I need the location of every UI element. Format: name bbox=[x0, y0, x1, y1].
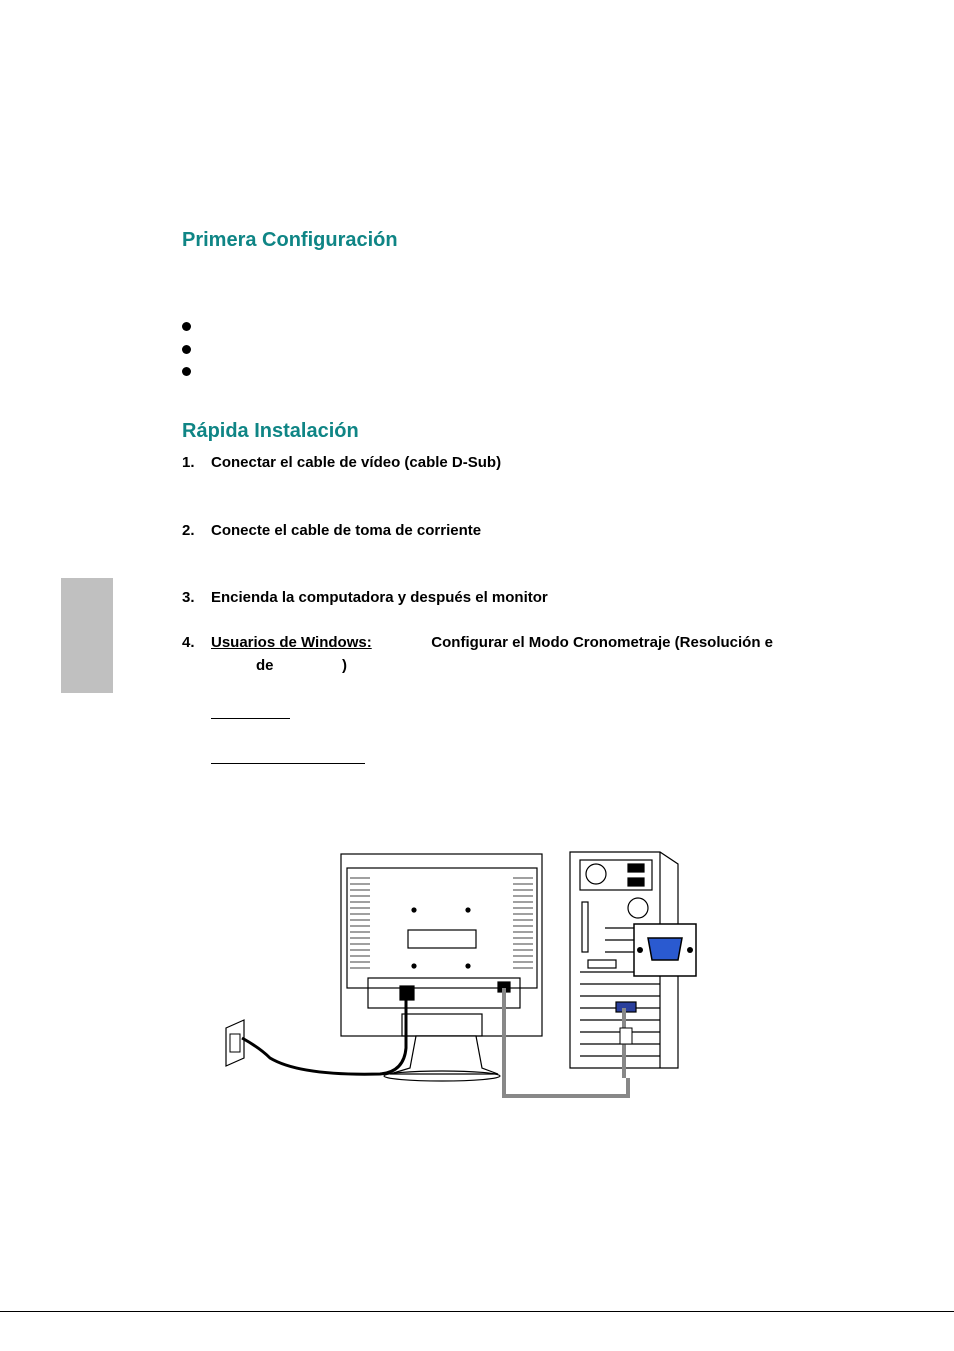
underline-blank bbox=[211, 718, 290, 719]
section-heading-primera: Primera Configuración bbox=[182, 229, 398, 251]
bullet-item bbox=[182, 345, 191, 354]
step-text: Encienda la computadora y después el monitor bbox=[211, 589, 548, 606]
side-tab bbox=[61, 578, 113, 693]
step-4-line bbox=[211, 634, 773, 651]
bullet-item bbox=[182, 367, 191, 376]
step-number: 1. bbox=[182, 454, 195, 471]
underline-blank bbox=[211, 763, 365, 764]
footer-rule bbox=[0, 1311, 954, 1312]
bullet-item bbox=[182, 322, 191, 331]
step-number: 3. bbox=[182, 589, 195, 606]
step-text-continued: ) bbox=[342, 657, 347, 674]
step-text: Conecte el cable de toma de corriente bbox=[211, 522, 482, 539]
section-heading-rapida: Rápida Instalación bbox=[182, 420, 359, 442]
step-number: 2. bbox=[182, 522, 195, 539]
step-text: Conectar el cable de vídeo (cable D-Sub) bbox=[211, 454, 502, 471]
windows-users-label: Usuarios de Windows: bbox=[211, 634, 372, 651]
monitor-pc-connection-illustration bbox=[220, 848, 700, 1103]
step-number: 4. bbox=[182, 634, 195, 651]
step-text: Configurar el Modo Cronometraje (Resolución e bbox=[431, 634, 773, 651]
step-text-continued: de bbox=[256, 657, 274, 674]
